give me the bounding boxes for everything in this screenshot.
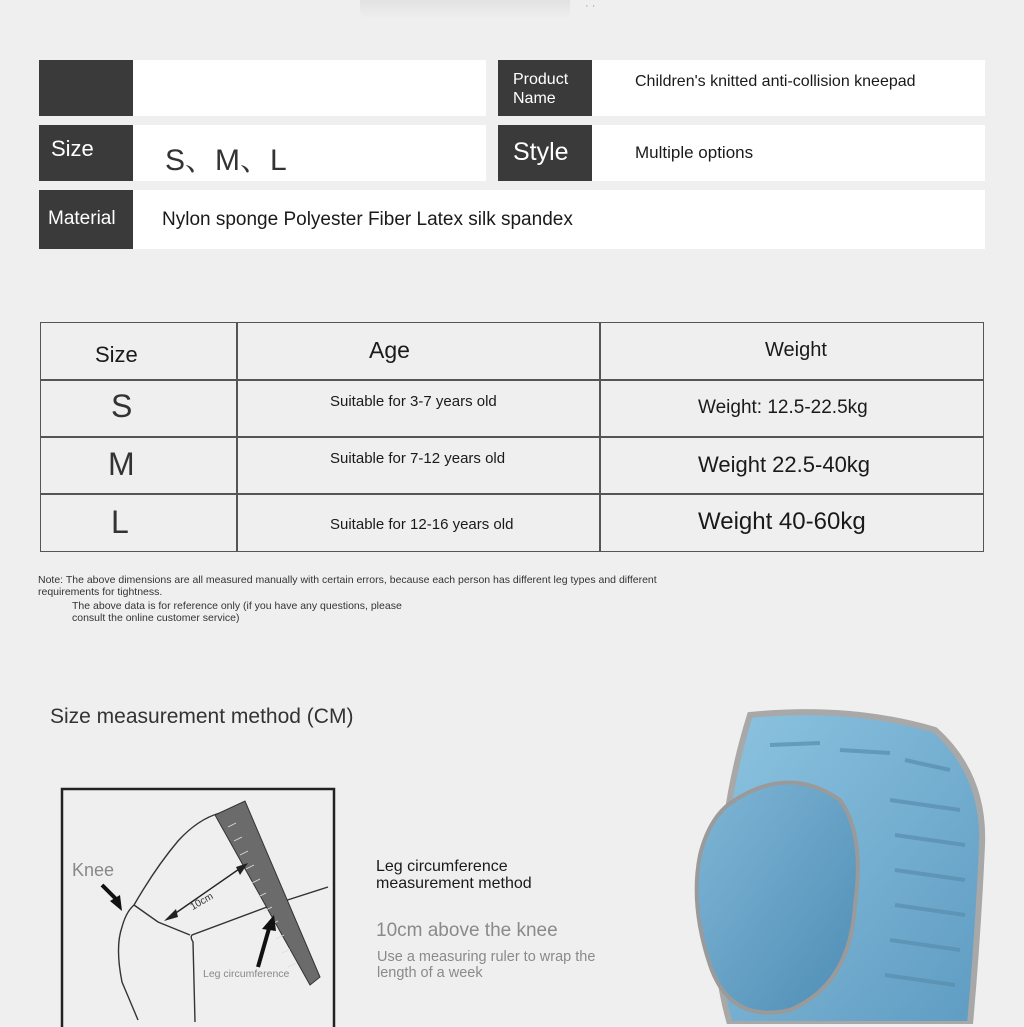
above-knee-text: 10cm above the knee bbox=[376, 920, 558, 941]
spec-row-size bbox=[39, 125, 486, 181]
note-measurement-error: Note: The above dimensions are all measured manually with certain errors, because each person has different leg types and different requirements for tightness. bbox=[38, 574, 657, 598]
table-header-weight: Weight bbox=[765, 339, 827, 361]
leg-measurement-diagram bbox=[60, 787, 336, 1027]
diagram-knee-label: Knee bbox=[72, 860, 115, 880]
table-row-age: Suitable for 12-16 years old bbox=[330, 516, 514, 533]
top-edge-dots: · · bbox=[585, 0, 596, 12]
top-edge-remnant bbox=[360, 0, 570, 20]
table-header-age: Age bbox=[369, 337, 410, 363]
diagram-10cm-label: 10cm bbox=[188, 891, 216, 913]
method-title: Leg circumference measurement method bbox=[376, 858, 532, 892]
spec-value-blank bbox=[133, 60, 486, 116]
spec-row-material bbox=[39, 190, 985, 249]
spec-label-size: Size bbox=[39, 125, 133, 181]
table-row-age: Suitable for 3-7 years old bbox=[330, 393, 497, 410]
spec-label-blank bbox=[39, 60, 133, 116]
table-row-size: S bbox=[111, 388, 133, 424]
table-divider bbox=[41, 379, 983, 381]
table-row-size: L bbox=[111, 504, 129, 540]
spec-row-blank bbox=[39, 60, 486, 116]
diagram-leg-circumference-label: Leg circumference bbox=[203, 968, 290, 980]
spec-value-product-name: Children's knitted anti-collision kneepad bbox=[592, 60, 985, 116]
spec-value-style: Multiple options bbox=[592, 125, 985, 181]
spec-row-product-name bbox=[498, 60, 985, 116]
size-table bbox=[40, 322, 984, 552]
spec-row-style bbox=[498, 125, 985, 181]
spec-label-style: Style bbox=[498, 125, 592, 181]
table-row-size: M bbox=[108, 446, 135, 482]
measuring-instruction: Use a measuring ruler to wrap the length of a week bbox=[377, 949, 596, 981]
table-row-weight: Weight 40-60kg bbox=[698, 508, 866, 535]
spec-value-size: S、M、L bbox=[133, 125, 486, 181]
table-divider bbox=[41, 436, 983, 438]
spec-value-material: Nylon sponge Polyester Fiber Latex silk spandex bbox=[133, 190, 985, 249]
note-reference-only: The above data is for reference only (if you have any questions, please consult the online customer service) bbox=[72, 600, 402, 624]
table-row-age: Suitable for 7-12 years old bbox=[330, 450, 506, 467]
table-divider bbox=[41, 493, 983, 495]
spec-label-product-name: Product Name bbox=[498, 60, 592, 116]
table-row-weight: Weight 22.5-40kg bbox=[698, 452, 871, 477]
table-header-size: Size bbox=[95, 342, 138, 367]
measurement-title: Size measurement method (CM) bbox=[50, 705, 354, 728]
spec-label-material: Material bbox=[39, 190, 133, 249]
table-row-weight: Weight: 12.5-22.5kg bbox=[698, 397, 868, 418]
kneepad-product-image bbox=[690, 705, 1024, 1024]
